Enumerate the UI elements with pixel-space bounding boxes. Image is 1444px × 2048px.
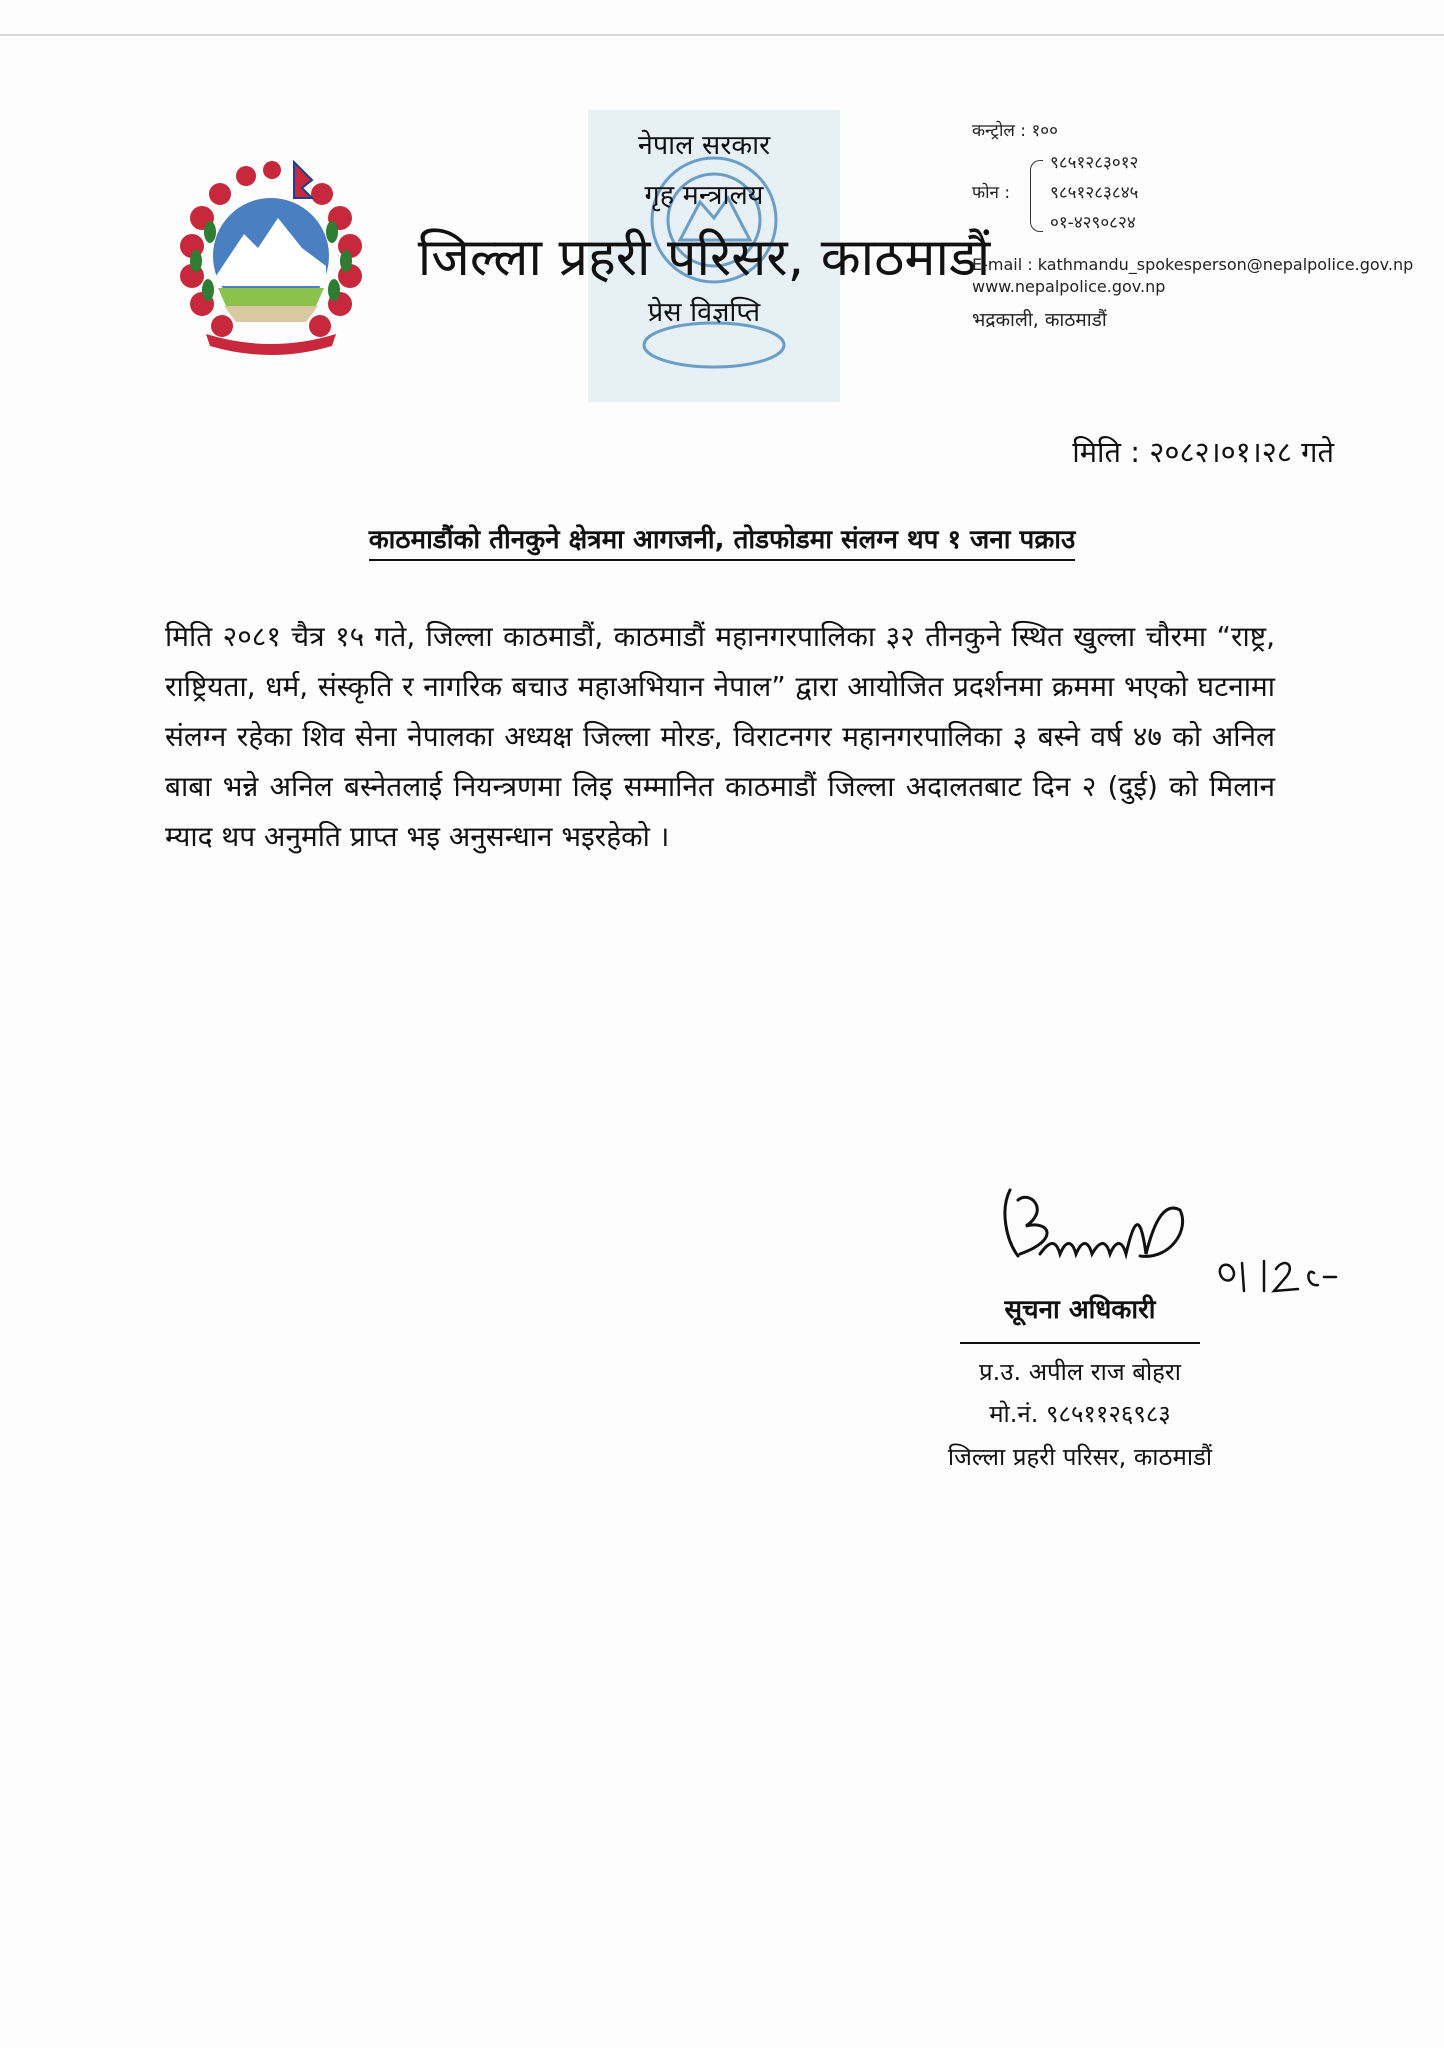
office-name: जिल्ला प्रहरी परिसर, काठमाडौं: [417, 228, 991, 288]
phone-row: [972, 148, 1413, 244]
phone-number: ०१-४२९०८२४: [1050, 213, 1136, 233]
contact-block: [972, 118, 1413, 332]
control-row: [972, 118, 1413, 148]
press-title: [0, 520, 1444, 556]
handwritten-signature: [990, 1170, 1210, 1270]
phone-brace: [1030, 160, 1043, 232]
press-release-label: प्रेस विज्ञप्ति: [647, 297, 761, 328]
phone-numbers: [1050, 148, 1138, 238]
government-name: नेपाल सरकार: [637, 130, 771, 161]
phone-label: फोन :: [972, 183, 1011, 203]
press-body: मिति २०८१ चैत्र १५ गते, जिल्ला काठमाडौं, काठमाडौं महानगरपालिका ३२ तीनकुने स्थित खुल्ला चौरमा “राष्ट्र, राष्ट्रियता, धर्म, संस्कृति र नागरिक बचाउ महाअभियान नेपाल” द्वारा आयोजित प्रदर्शनमा क्रममा भएको घटनामा संलग्न रहेका शिव सेना नेपालका अध्यक्ष जिल्ला मोरङ, विराटनगर महानगरपालिका ३ बस्ने वर्ष ४७ को अनिल बाबा भन्ने अनिल बस्नेतलाई नियन्त्रणमा लिइ सम्मानित काठमाडौं जिल्ला अदालतबाट दिन २ (दुई) को मिलान म्याद थप अनुमति प्राप्त भइ अनुसन्धान भइरहेको ।: [165, 620, 1275, 853]
press-title-text: काठमाडौंको तीनकुने क्षेत्रमा आगजनी, तोडफोडमा संलग्न थप १ जना पक्राउ: [369, 525, 1076, 561]
document-date: मिति : २०८२।०१।२८ गते: [1072, 435, 1334, 469]
website-address: www.nepalpolice.gov.np: [972, 277, 1166, 296]
control-number: १००: [1031, 121, 1058, 141]
nepal-emblem: [166, 148, 376, 358]
signature-rule: [960, 1342, 1200, 1344]
signatory-mobile: मो.नं. ९८५११२६९८३: [989, 1400, 1171, 1428]
control-label: कन्ट्रोल :: [972, 121, 1027, 141]
phone-number: ९८५१२८३८४५: [1050, 183, 1139, 203]
office-location: भद्रकाली, काठमाडौं: [972, 309, 1107, 331]
top-rule: [0, 34, 1444, 36]
signatory-name: प्र.उ. अपील राज बोहरा: [979, 1358, 1181, 1386]
handwritten-date: [1214, 1243, 1344, 1303]
ministry-name: गृह मन्त्रालय: [644, 180, 764, 211]
signatory-title: सूचना अधिकारी: [1004, 1295, 1156, 1325]
email-address: E-mail : kathmandu_spokesperson@nepalpolice.gov.np: [972, 255, 1414, 274]
signatory-office: जिल्ला प्रहरी परिसर, काठमाडौं: [947, 1443, 1213, 1471]
phone-number: ९८५१२८३०१२: [1050, 153, 1139, 173]
